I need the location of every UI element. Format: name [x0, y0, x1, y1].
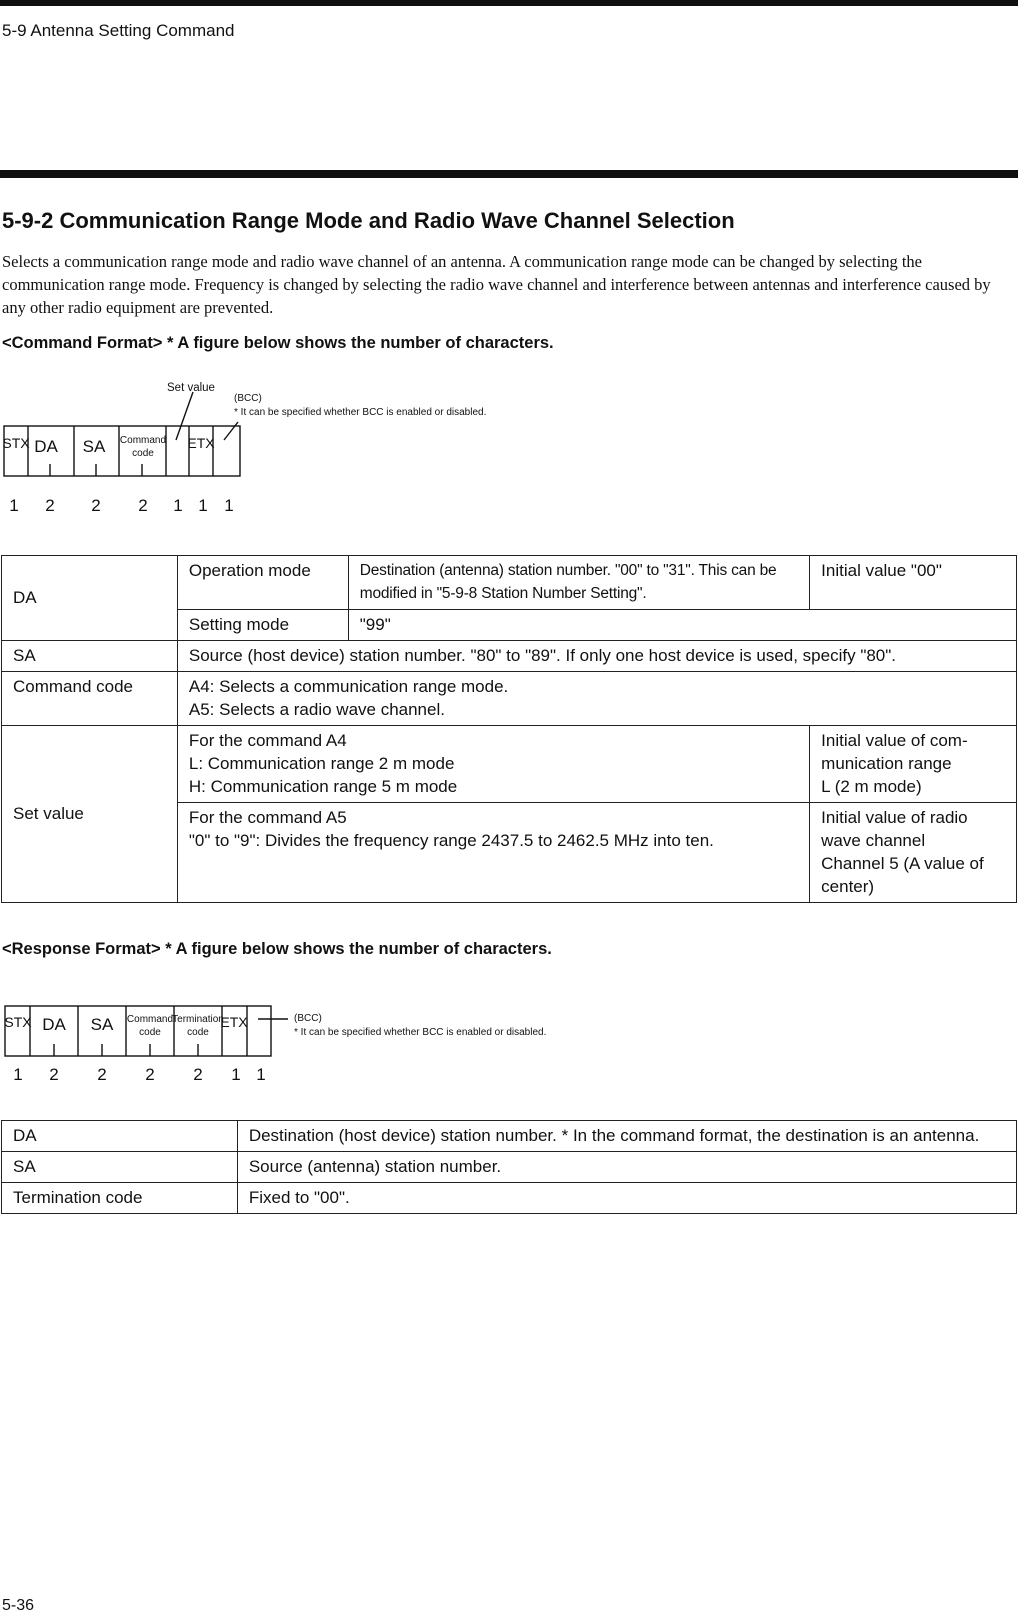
response-bcc-note: * It can be specified whether BCC is enabled or disabled. — [294, 1027, 547, 1038]
command-frame-svg — [0, 376, 560, 516]
resp-field-command-line1: Command — [126, 1014, 174, 1025]
set-value-a5-note — [810, 803, 1017, 903]
sa-label: SA — [2, 641, 178, 672]
resp-field-termination-line1: Termination — [172, 1014, 224, 1025]
resp-field-stx: STX — [4, 1014, 32, 1030]
resp-field-da: DA — [42, 1015, 66, 1034]
count-stx: 1 — [9, 496, 19, 515]
count-sa: 2 — [91, 496, 101, 515]
command-code-label: Command code — [2, 672, 178, 726]
set-value-a4-desc — [177, 726, 809, 803]
resp-termination-desc: Fixed to "00". — [237, 1183, 1016, 1214]
response-format-diagram — [0, 990, 560, 1084]
command-format-table — [1, 555, 1017, 903]
command-code-a5: A5: Selects a radio wave channel. — [188, 700, 445, 719]
field-etx: ETX — [187, 435, 215, 451]
resp-count-etx: 1 — [231, 1065, 241, 1084]
response-bcc-callout: (BCC) — [294, 1013, 322, 1024]
field-command-line1: Command — [119, 435, 167, 446]
operation-mode-note: Initial value "00" — [810, 556, 1017, 610]
table-row — [2, 672, 1017, 726]
table-row — [2, 1183, 1017, 1214]
a5-note-line: Initial value of radio — [821, 808, 968, 827]
resp-count-stx: 1 — [13, 1065, 23, 1084]
resp-count-sa: 2 — [97, 1065, 107, 1084]
count-command-code: 2 — [138, 496, 148, 515]
resp-termination-label: Termination code — [2, 1183, 238, 1214]
bcc-leader-line — [224, 422, 238, 440]
set-value-a4-note — [810, 726, 1017, 803]
a5-line: For the command A5 — [188, 808, 347, 827]
resp-sa-desc: Source (antenna) station number. — [237, 1152, 1016, 1183]
resp-da-label: DA — [2, 1121, 238, 1152]
sa-desc: Source (host device) station number. "80" to "89". If only one host device is used, specify "80". — [177, 641, 1016, 672]
count-set-value: 1 — [173, 496, 183, 515]
resp-count-termination-code: 2 — [193, 1065, 203, 1084]
a4-note-line: Initial value of com- — [821, 731, 968, 750]
section-rule — [0, 170, 1018, 178]
setting-mode-label: Setting mode — [177, 610, 348, 641]
resp-field-sa: SA — [90, 1015, 114, 1034]
command-format-heading: <Command Format> * A figure below shows the number of characters. — [2, 334, 554, 352]
bcc-note: * It can be specified whether BCC is enabled or disabled. — [234, 407, 487, 418]
resp-count-bcc: 1 — [256, 1065, 266, 1084]
response-frame-svg — [0, 990, 560, 1084]
field-stx: STX — [2, 435, 30, 451]
resp-da-desc: Destination (host device) station number. * In the command format, the destination is an antenna. — [237, 1121, 1016, 1152]
table-row — [2, 641, 1017, 672]
set-value-callout: Set value — [167, 382, 215, 394]
top-rule — [0, 0, 1018, 6]
resp-field-command-line2: code — [139, 1027, 161, 1038]
table-row — [2, 1152, 1017, 1183]
resp-count-da: 2 — [49, 1065, 59, 1084]
set-value-label: Set value — [2, 726, 178, 903]
count-bcc: 1 — [224, 496, 234, 515]
a5-note-line: Channel 5 (A value of — [821, 854, 984, 873]
resp-field-termination-line2: code — [187, 1027, 209, 1038]
command-code-desc — [177, 672, 1016, 726]
resp-sa-label: SA — [2, 1152, 238, 1183]
page-number: 5-36 — [2, 1597, 35, 1614]
a4-note-line: L (2 m mode) — [821, 777, 922, 796]
bcc-callout: (BCC) — [234, 393, 262, 404]
count-etx: 1 — [198, 496, 208, 515]
table-row — [2, 1121, 1017, 1152]
a5-line: "0" to "9": Divides the frequency range 2437.5 to 2462.5 MHz into ten. — [188, 831, 714, 850]
section-title: 5-9-2 Communication Range Mode and Radio Wave Channel Selection — [2, 208, 735, 233]
page-header: 5-9 Antenna Setting Command — [2, 21, 235, 40]
da-label: DA — [2, 556, 178, 641]
table-row — [2, 726, 1017, 803]
command-code-a4: A4: Selects a communication range mode. — [188, 677, 509, 696]
operation-mode-label: Operation mode — [177, 556, 348, 610]
count-da: 2 — [45, 496, 55, 515]
a4-line: For the command A4 — [188, 731, 347, 750]
field-da: DA — [34, 437, 58, 456]
response-format-table — [1, 1120, 1017, 1214]
a5-note-line: center) — [821, 877, 875, 896]
a4-line: H: Communication range 5 m mode — [188, 777, 458, 796]
a4-line: L: Communication range 2 m mode — [188, 754, 455, 773]
a4-note-line: munication range — [821, 754, 952, 773]
operation-mode-desc: Destination (antenna) station number. "00" to "31". This can be modified in "5-9-8 Station Number Setting". — [348, 556, 809, 610]
field-sa: SA — [82, 437, 106, 456]
set-value-a5-desc — [177, 803, 809, 903]
response-format-heading: <Response Format> * A figure below shows the number of characters. — [2, 940, 552, 958]
resp-count-command-code: 2 — [145, 1065, 155, 1084]
field-command-line2: code — [132, 448, 154, 459]
setting-mode-value: "99" — [348, 610, 1016, 641]
intro-paragraph: Selects a communication range mode and radio wave channel of an antenna. A communication range mode can be changed by selecting the communication range mode. Frequency is changed by selecting the radio wave channel and interference between antennas and interference caused by any other radio equipment are prevented. — [2, 252, 991, 317]
table-row — [2, 556, 1017, 610]
set-value-leader-line — [176, 392, 193, 440]
resp-field-etx: ETX — [220, 1014, 248, 1030]
a5-note-line: wave channel — [821, 831, 926, 850]
command-format-diagram — [0, 376, 560, 515]
